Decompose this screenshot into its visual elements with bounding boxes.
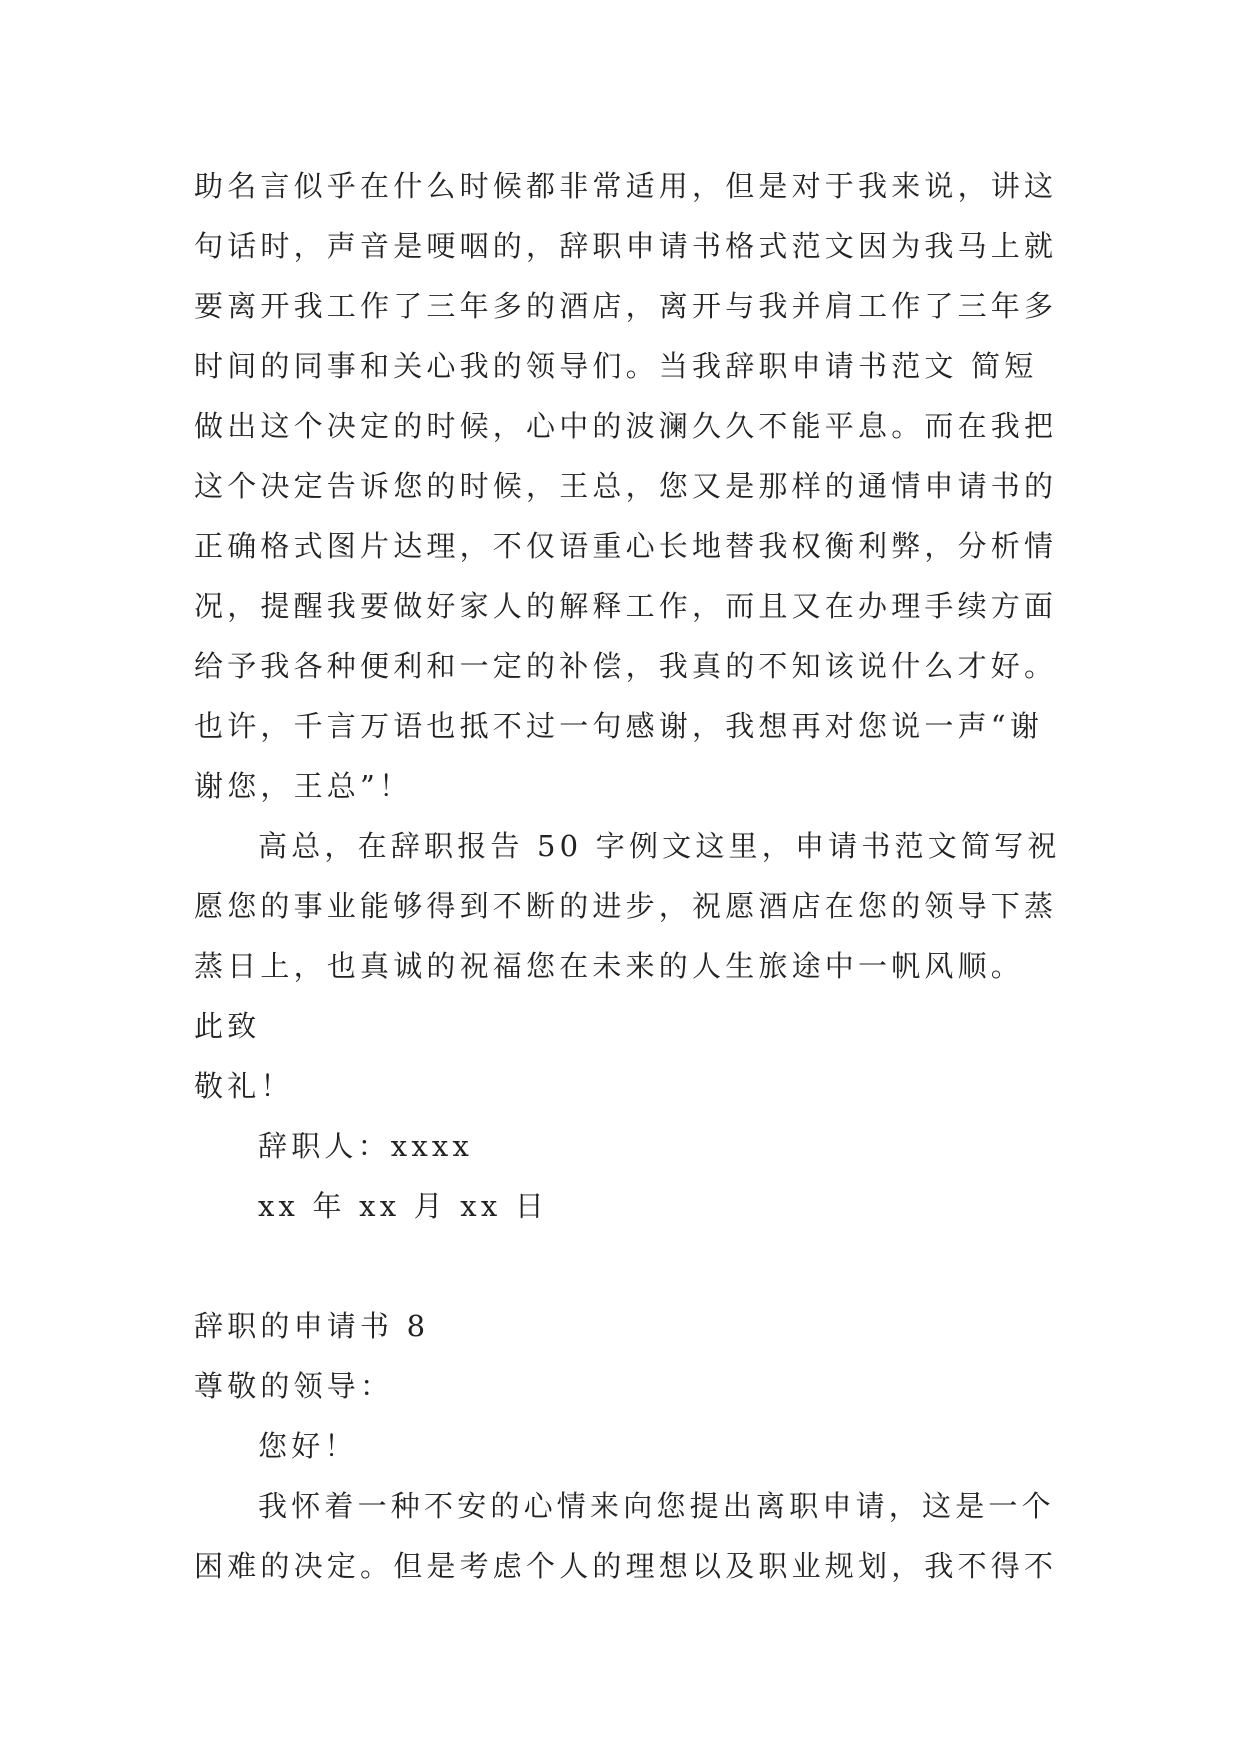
body-line: 愿您的事业能够得到不断的进步，祝愿酒店在您的领导下蒸: [194, 889, 1058, 923]
body-line: 时间的同事和关心我的领导们。当我辞职申请书范文 简短: [194, 349, 1038, 383]
body-line: 困难的决定。但是考虑个人的理想以及职业规划，我不得不: [194, 1549, 1058, 1583]
greeting-line: 您好！: [258, 1429, 358, 1463]
body-line: 蒸日上，也真诚的祝福您在未来的人生旅途中一帆风顺。: [194, 949, 1025, 983]
body-line: 况，提醒我要做好家人的解释工作，而且又在办理手续方面: [194, 589, 1058, 623]
body-line: 做出这个决定的时候，心中的波澜久久不能平息。而在我把: [194, 409, 1058, 443]
salutation-line: 敬礼！: [194, 1069, 294, 1103]
paragraph-first-line: 我怀着一种不安的心情来向您提出离职申请，这是一个: [258, 1489, 1055, 1523]
signature-date: xx 年 xx 月 xx 日: [258, 1189, 549, 1223]
body-line: 句话时，声音是哽咽的，辞职申请书格式范文因为我马上就: [194, 229, 1058, 263]
body-line: 也许，千言万语也抵不过一句感谢，我想再对您说一声“谢: [194, 709, 1044, 743]
recipient-line: 尊敬的领导：: [194, 1369, 394, 1403]
body-line: 正确格式图片达理，不仅语重心长地替我权衡利弊，分析情: [194, 529, 1058, 563]
section-title: 辞职的申请书 8: [194, 1309, 430, 1343]
body-line: 要离开我工作了三年多的酒店，离开与我并肩工作了三年多: [194, 289, 1058, 323]
closing-line: 此致: [194, 1009, 261, 1043]
body-line: 助名言似乎在什么时候都非常适用，但是对于我来说，讲这: [194, 169, 1058, 203]
signature-name: 辞职人：xxxx: [258, 1129, 474, 1163]
body-line: 这个决定告诉您的时候，王总，您又是那样的通情申请书的: [194, 469, 1058, 503]
paragraph-first-line: 高总，在辞职报告 50 字例文这里，申请书范文简写祝: [258, 829, 1061, 863]
body-line: 谢您，王总”！: [194, 769, 413, 803]
body-line: 给予我各种便利和一定的补偿，我真的不知该说什么才好。: [194, 649, 1058, 683]
